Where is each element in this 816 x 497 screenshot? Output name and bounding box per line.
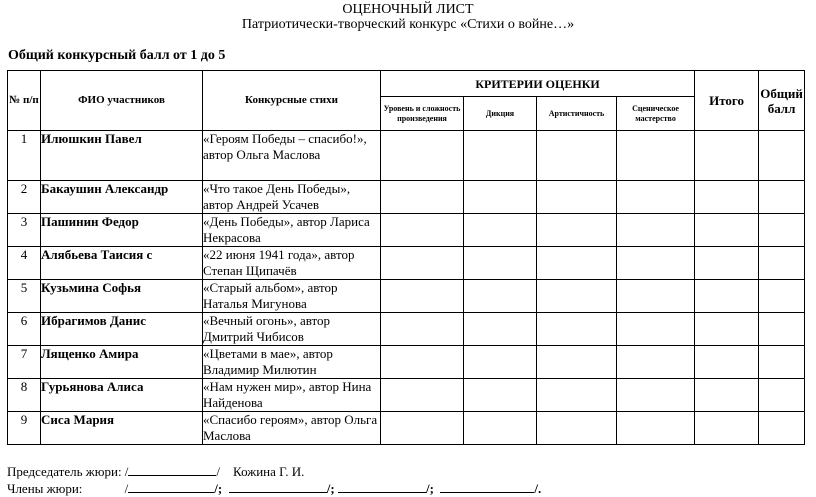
table-row xyxy=(8,379,805,412)
table-row xyxy=(8,280,805,313)
score-stagecraft[interactable] xyxy=(617,313,695,346)
poem-title: «Цветами в мае», автор Владимир Милютин xyxy=(203,346,381,379)
score-complexity[interactable] xyxy=(381,247,464,280)
row-number: 9 xyxy=(8,412,41,445)
score-total[interactable] xyxy=(695,280,759,313)
table-body xyxy=(8,131,805,445)
score-complexity[interactable] xyxy=(381,214,464,247)
poem-title: «Спасибо героям», автор Ольга Маслова xyxy=(203,412,381,445)
row-number: 4 xyxy=(8,247,41,280)
members-sep-3: /; xyxy=(326,481,335,496)
header-overall: Общий балл xyxy=(759,71,805,131)
score-artistry[interactable] xyxy=(537,379,617,412)
score-artistry[interactable] xyxy=(537,131,617,181)
score-complexity[interactable] xyxy=(381,131,464,181)
participant-name: Гурьянова Алиса xyxy=(41,379,203,412)
poem-title: «Нам нужен мир», автор Нина Найденова xyxy=(203,379,381,412)
score-overall[interactable] xyxy=(759,214,805,247)
score-diction[interactable] xyxy=(464,247,537,280)
poem-title: «Старый альбом», автор Наталья Мигунова xyxy=(203,280,381,313)
row-number: 6 xyxy=(8,313,41,346)
table-row xyxy=(8,346,805,379)
score-diction[interactable] xyxy=(464,280,537,313)
poem-title: «Героям Победы – спасибо!», автор Ольга Маслова xyxy=(203,131,381,181)
chair-label: Председатель жюри: / xyxy=(7,464,129,479)
score-diction[interactable] xyxy=(464,346,537,379)
participant-name: Пашинин Федор xyxy=(41,214,203,247)
chair-slash: / xyxy=(216,464,221,479)
score-artistry[interactable] xyxy=(537,313,617,346)
score-diction[interactable] xyxy=(464,181,537,214)
score-overall[interactable] xyxy=(759,379,805,412)
score-overall[interactable] xyxy=(759,412,805,445)
row-number: 5 xyxy=(8,280,41,313)
score-overall[interactable] xyxy=(759,313,805,346)
chair-signature-field xyxy=(128,463,216,476)
score-complexity[interactable] xyxy=(381,412,464,445)
score-stagecraft[interactable] xyxy=(617,280,695,313)
poem-title: «Вечный огонь», автор Дмитрий Чибисов xyxy=(203,313,381,346)
participant-name: Кузьмина Софья xyxy=(41,280,203,313)
score-stagecraft[interactable] xyxy=(617,412,695,445)
score-artistry[interactable] xyxy=(537,247,617,280)
member-field-3 xyxy=(338,480,426,493)
member-field-1 xyxy=(128,480,214,493)
score-diction[interactable] xyxy=(464,131,537,181)
score-total[interactable] xyxy=(695,412,759,445)
chair-name: Кожина Г. И. xyxy=(233,464,305,479)
score-overall[interactable] xyxy=(759,280,805,313)
score-stagecraft[interactable] xyxy=(617,131,695,181)
score-complexity[interactable] xyxy=(381,379,464,412)
score-stagecraft[interactable] xyxy=(617,346,695,379)
score-total[interactable] xyxy=(695,313,759,346)
score-total[interactable] xyxy=(695,181,759,214)
poem-title: «Что такое День Победы», автор Андрей Усачев xyxy=(203,181,381,214)
score-total[interactable] xyxy=(695,379,759,412)
participant-name: Алябьева Таисия с xyxy=(41,247,203,280)
header-criteria: КРИТЕРИИ ОЦЕНКИ xyxy=(381,71,695,97)
sheet-title: ОЦЕНОЧНЫЙ ЛИСТ xyxy=(342,2,474,17)
score-total[interactable] xyxy=(695,346,759,379)
row-number: 2 xyxy=(8,181,41,214)
score-total[interactable] xyxy=(695,247,759,280)
table-row xyxy=(8,181,805,214)
score-stagecraft[interactable] xyxy=(617,181,695,214)
score-artistry[interactable] xyxy=(537,181,617,214)
member-field-2 xyxy=(229,480,327,493)
score-stagecraft[interactable] xyxy=(617,379,695,412)
score-stagecraft[interactable] xyxy=(617,247,695,280)
header-name: ФИО участников xyxy=(41,71,203,131)
score-diction[interactable] xyxy=(464,214,537,247)
participant-name: Лященко Амира xyxy=(41,346,203,379)
score-artistry[interactable] xyxy=(537,280,617,313)
table-row xyxy=(8,412,805,445)
score-complexity[interactable] xyxy=(381,346,464,379)
chair-line xyxy=(7,463,304,480)
score-stagecraft[interactable] xyxy=(617,214,695,247)
participant-name: Илюшкин Павел xyxy=(41,131,203,181)
contest-subtitle: Патриотически-творческий конкурс «Стихи о войне…» xyxy=(241,17,575,32)
score-total[interactable] xyxy=(695,214,759,247)
row-number: 3 xyxy=(8,214,41,247)
criterion-complexity: Уровень и сложность произведения xyxy=(381,97,464,131)
poem-title: «22 июня 1941 года», автор Степан Щипачёв xyxy=(203,247,381,280)
score-complexity[interactable] xyxy=(381,181,464,214)
table-row xyxy=(8,131,805,181)
participant-name: Сиса Мария xyxy=(41,412,203,445)
evaluation-table xyxy=(7,70,805,445)
table-row xyxy=(8,313,805,346)
members-line xyxy=(7,480,541,497)
score-overall[interactable] xyxy=(759,247,805,280)
score-overall[interactable] xyxy=(759,131,805,181)
scale-note: Общий конкурсный балл от 1 до 5 xyxy=(8,48,226,63)
score-complexity[interactable] xyxy=(381,313,464,346)
member-field-4 xyxy=(440,480,534,493)
criterion-diction: Дикция xyxy=(464,97,537,131)
score-overall[interactable] xyxy=(759,181,805,214)
score-artistry[interactable] xyxy=(537,346,617,379)
members-sep-2: /; xyxy=(214,481,223,496)
score-diction[interactable] xyxy=(464,379,537,412)
header-total: Итого xyxy=(695,71,759,131)
score-artistry[interactable] xyxy=(537,412,617,445)
criterion-artistry: Артистичность xyxy=(537,97,617,131)
members-end: /. xyxy=(534,481,542,496)
score-overall[interactable] xyxy=(759,346,805,379)
table-row xyxy=(8,214,805,247)
members-sep-4: /; xyxy=(425,481,434,496)
row-number: 7 xyxy=(8,346,41,379)
poem-title: «День Победы», автор Лариса Некрасова xyxy=(203,214,381,247)
score-complexity[interactable] xyxy=(381,280,464,313)
members-sep-1: / xyxy=(124,481,129,496)
header-poem: Конкурсные стихи xyxy=(203,71,381,131)
row-number: 1 xyxy=(8,131,41,181)
score-total[interactable] xyxy=(695,131,759,181)
score-artistry[interactable] xyxy=(537,214,617,247)
score-diction[interactable] xyxy=(464,412,537,445)
criterion-stagecraft: Сценическое мастерство xyxy=(617,97,695,131)
participant-name: Бакаушин Александр xyxy=(41,181,203,214)
row-number: 8 xyxy=(8,379,41,412)
table-row xyxy=(8,247,805,280)
members-label: Члены жюри: xyxy=(7,481,83,496)
score-diction[interactable] xyxy=(464,313,537,346)
header-num: № п/п xyxy=(8,71,41,131)
participant-name: Ибрагимов Данис xyxy=(41,313,203,346)
